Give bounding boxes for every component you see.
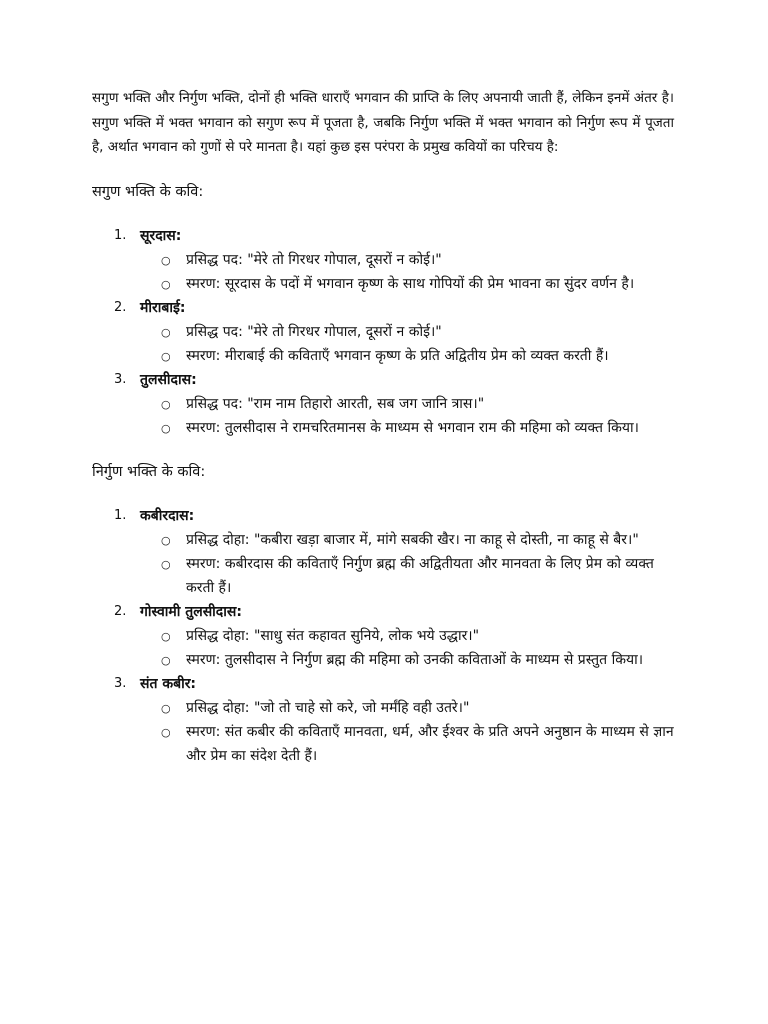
hollow-bullet-icon: ○: [161, 725, 171, 739]
poet-item: [92, 504, 674, 600]
poet-name: कबीरदास:: [140, 507, 195, 524]
hollow-bullet-icon: ○: [161, 253, 171, 267]
detail-item: [140, 696, 674, 720]
detail-text: प्रसिद्ध दोहा: "साधु संत कहावत सुनिये, लोक भये उद्धार।": [186, 627, 480, 644]
detail-list: [140, 624, 674, 672]
detail-item: [140, 272, 674, 296]
detail-list: [140, 696, 674, 768]
hollow-bullet-icon: ○: [161, 557, 171, 571]
detail-text: प्रसिद्ध पद: "मेरे तो गिरधर गोपाल, दूसरों न कोई।": [186, 251, 442, 268]
detail-text: स्मरण: कबीरदास की कविताएँ निर्गुण ब्रह्म की अद्वितीयता और मानवता के लिए प्रेम को व्यक्त करती हैं।: [186, 555, 654, 596]
poet-list: [92, 224, 674, 440]
detail-item: [140, 528, 674, 552]
detail-list: [140, 248, 674, 296]
section-nirgun: [92, 460, 674, 768]
detail-list: [140, 528, 674, 600]
hollow-bullet-icon: ○: [161, 653, 171, 667]
detail-text: स्मरण: सूरदास के पदों में भगवान कृष्ण के साथ गोपियों की प्रेम भावना का सुंदर वर्णन है।: [186, 275, 635, 292]
detail-text: प्रसिद्ध दोहा: "जो तो चाहे सो करे, जो मर्मंहि वही उतरे।": [186, 699, 470, 716]
list-number: 1.: [114, 507, 127, 523]
detail-text: स्मरण: तुलसीदास ने रामचरितमानस के माध्यम से भगवान राम की महिमा को व्यक्त किया।: [186, 419, 639, 436]
poet-item: [92, 600, 674, 672]
detail-item: [140, 552, 674, 600]
poet-list: [92, 504, 674, 768]
poet-name: संत कबीर:: [140, 675, 197, 692]
list-number: 3.: [114, 371, 127, 387]
poet-item: [92, 296, 674, 368]
hollow-bullet-icon: ○: [161, 349, 171, 363]
detail-item: [140, 248, 674, 272]
poet-item: [92, 672, 674, 768]
detail-item: [140, 624, 674, 648]
hollow-bullet-icon: ○: [161, 533, 171, 547]
detail-text: प्रसिद्ध दोहा: "कबीरा खड़ा बाजार में, मांगे सबकी खैर। ना काहू से दोस्ती, ना काहू से बैर।": [186, 531, 639, 548]
detail-text: स्मरण: मीराबाई की कविताएँ भगवान कृष्ण के प्रति अद्वितीय प्रेम को व्यक्त करती हैं।: [186, 347, 609, 364]
detail-item: [140, 344, 674, 368]
poet-name: मीराबाई:: [140, 299, 186, 316]
detail-item: [140, 416, 674, 440]
hollow-bullet-icon: ○: [161, 629, 171, 643]
list-number: 2.: [114, 299, 127, 315]
section-heading: सगुण भक्ति के कवि:: [92, 183, 204, 200]
list-number: 1.: [114, 227, 127, 243]
hollow-bullet-icon: ○: [161, 397, 171, 411]
detail-text: प्रसिद्ध पद: "राम नाम तिहारो आरती, सब जग जानि त्रास।": [186, 395, 485, 412]
detail-item: [140, 720, 674, 768]
hollow-bullet-icon: ○: [161, 325, 171, 339]
poet-name: तुलसीदास:: [140, 371, 197, 388]
detail-list: [140, 392, 674, 440]
detail-item: [140, 392, 674, 416]
detail-item: [140, 648, 674, 672]
list-number: 2.: [114, 603, 127, 619]
hollow-bullet-icon: ○: [161, 421, 171, 435]
detail-text: स्मरण: तुलसीदास ने निर्गुण ब्रह्म की महिमा को उनकी कविताओं के माध्यम से प्रस्तुत किया।: [186, 651, 644, 668]
list-number: 3.: [114, 675, 127, 691]
detail-list: [140, 320, 674, 368]
section-sagun: [92, 180, 674, 440]
poet-item: [92, 224, 674, 296]
poet-name: गोस्वामी तुलसीदास:: [140, 603, 242, 620]
intro-paragraph: सगुण भक्ति और निर्गुण भक्ति, दोनों ही भक्ति धाराएँ भगवान की प्राप्ति के लिए अपनायी जाती हैं, लेकिन इनमें अंतर है। सगुण भक्ति में भक्त भगवान को सगुण रूप में पूजता है, जबकि निर्गुण भक्ति में भक्त भगवान को निर्गुण रूप में पूजता है, अर्थात भगवान को गुणों से परे मानता है। यहां कुछ इस परंपरा के प्रमुख कवियों का परिचय है:: [92, 90, 674, 155]
detail-text: प्रसिद्ध पद: "मेरे तो गिरधर गोपाल, दूसरों न कोई।": [186, 323, 442, 340]
poet-item: [92, 368, 674, 440]
detail-text: स्मरण: संत कबीर की कविताएँ मानवता, धर्म, और ईश्वर के प्रति अपने अनुष्ठान के माध्यम से ज्ञान और प्रेम का संदेश देती हैं।: [186, 723, 674, 764]
hollow-bullet-icon: ○: [161, 277, 171, 291]
hollow-bullet-icon: ○: [161, 701, 171, 715]
detail-item: [140, 320, 674, 344]
section-heading: निर्गुण भक्ति के कवि:: [92, 463, 206, 480]
poet-name: सूरदास:: [140, 227, 182, 244]
